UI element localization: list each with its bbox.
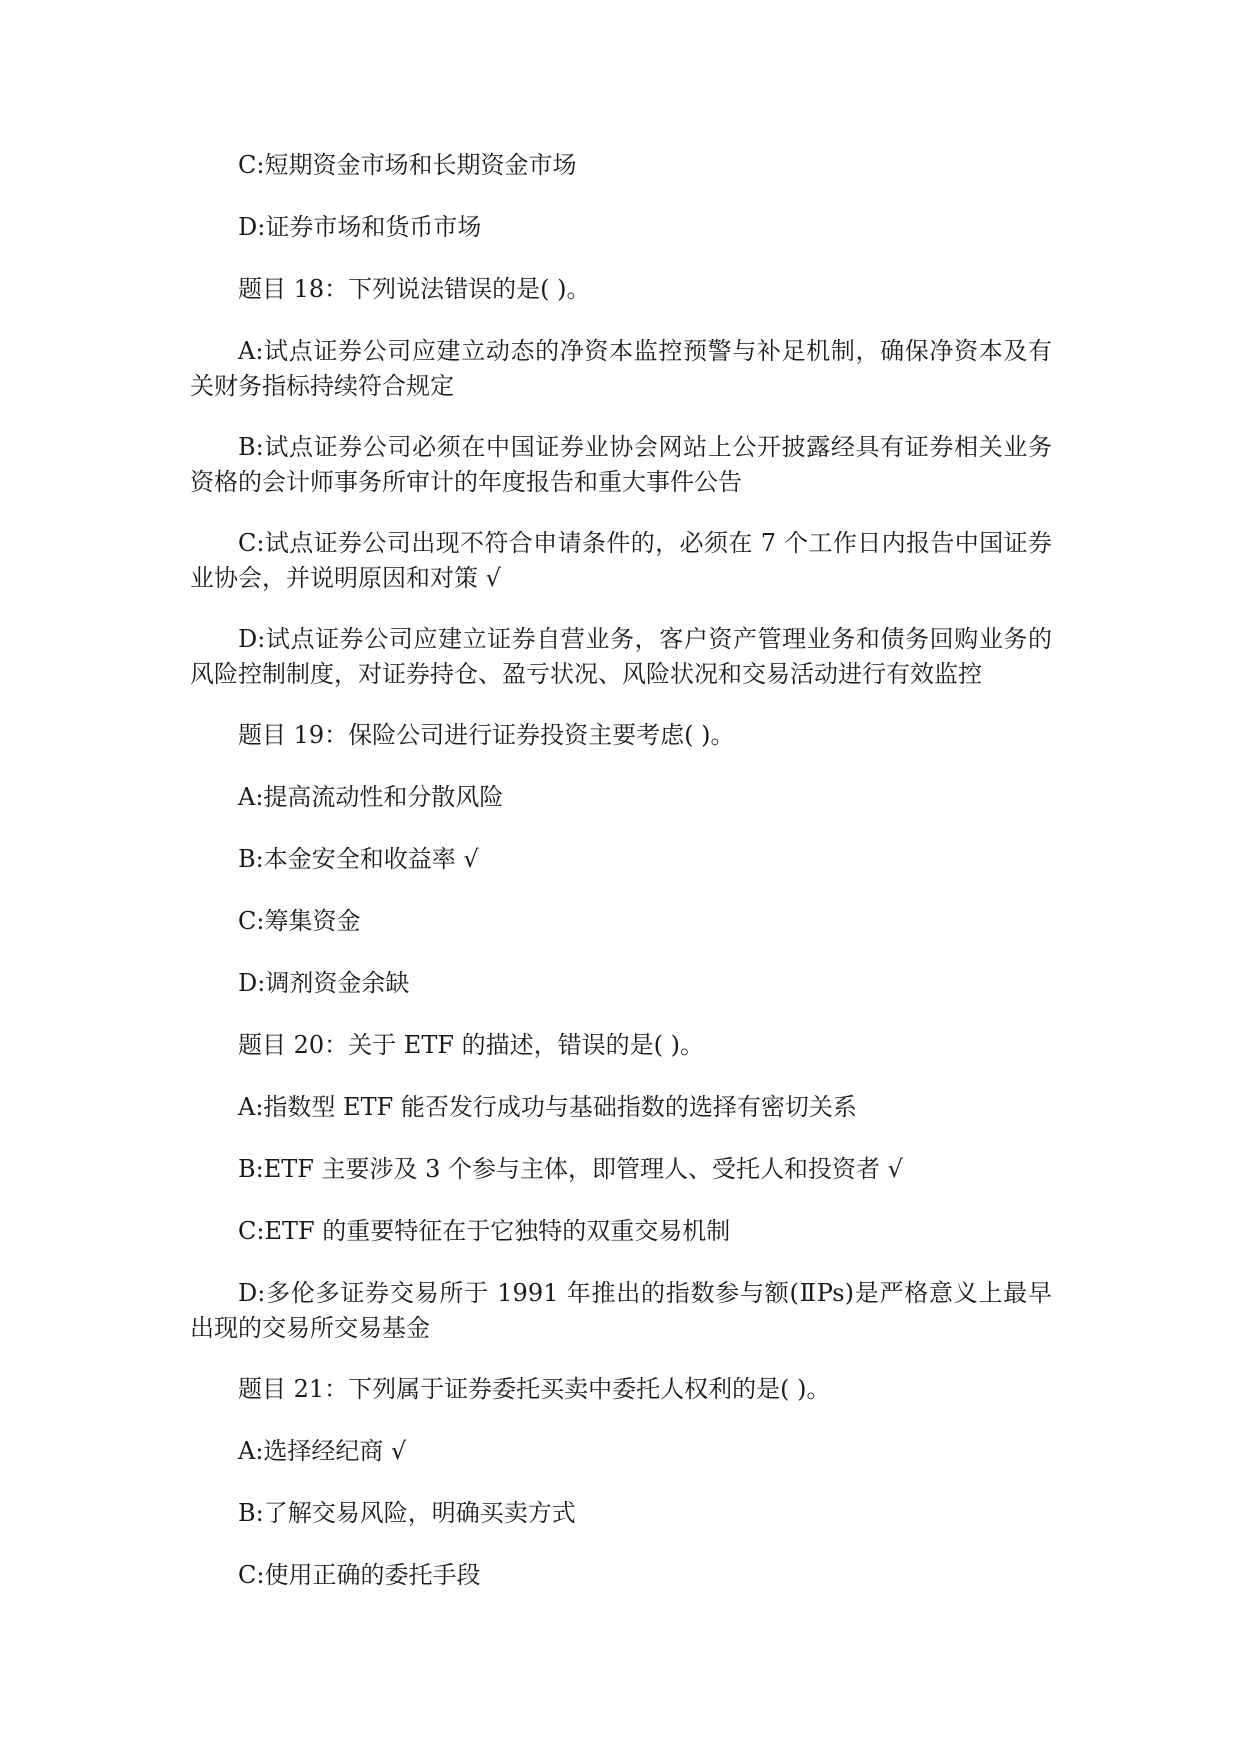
q20-option-d: D:多伦多证券交易所于 1991 年推出的指数参与额(ⅡPs)是严格意义上最早出现的交易所交易基金 [190,1279,1052,1342]
document-body [190,148,1052,1620]
question-18-title: 题目 18：下列说法错误的是( )。 [238,275,591,303]
q21-option-b: B:了解交易风险，明确买卖方式 [238,1499,576,1527]
q19-option-d: D:调剂资金余缺 [238,969,410,997]
q18-option-b: B:试点证券公司必须在中国证券业协会网站上公开披露经具有证券相关业务资格的会计师事务所审计的年度报告和重大事件公告 [190,433,1052,496]
q18-option-d: D:试点证券公司应建立证券自营业务，客户资产管理业务和债务回购业务的风险控制制度，对证券持仓、盈亏状况、风险状况和交易活动进行有效监控 [190,625,1052,688]
q21-option-a: A:选择经纪商 √ [238,1437,407,1465]
q18-option-c: C:试点证券公司出现不符合申请条件的，必须在 7 个工作日内报告中国证券业协会，并说明原因和对策 √ [190,529,1052,592]
q21-option-c: C:使用正确的委托手段 [238,1561,481,1589]
q19-option-a: A:提高流动性和分散风险 [238,783,504,811]
q20-option-c: C:ETF 的重要特征在于它独特的双重交易机制 [238,1217,731,1245]
question-21-title: 题目 21：下列属于证券委托买卖中委托人权利的是( )。 [238,1375,831,1403]
q17-option-d: D:证券市场和货币市场 [238,213,482,241]
q17-option-c: C:短期资金市场和长期资金市场 [238,151,577,179]
q19-option-c: C:筹集资金 [238,907,361,935]
q20-option-a: A:指数型 ETF 能否发行成功与基础指数的选择有密切关系 [238,1093,857,1121]
q19-option-b: B:本金安全和收益率 √ [238,845,479,873]
question-19-title: 题目 19：保险公司进行证券投资主要考虑( )。 [238,721,735,749]
q20-option-b: B:ETF 主要涉及 3 个参与主体，即管理人、受托人和投资者 √ [238,1155,903,1183]
question-20-title: 题目 20：关于 ETF 的描述，错误的是( )。 [238,1031,704,1059]
q18-option-a: A:试点证券公司应建立动态的净资本监控预警与补足机制，确保净资本及有关财务指标持续符合规定 [190,337,1052,400]
